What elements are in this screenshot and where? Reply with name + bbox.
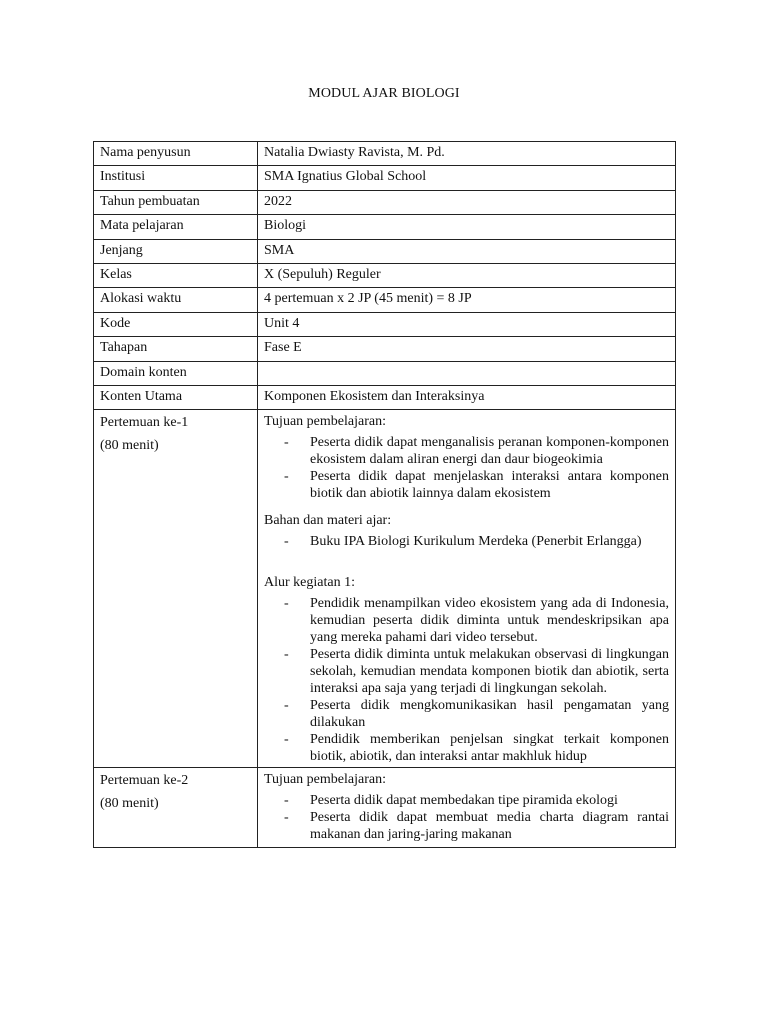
bahan-list bbox=[264, 533, 669, 550]
info-row bbox=[94, 312, 676, 336]
info-row bbox=[94, 239, 676, 263]
info-label: Jenjang bbox=[94, 239, 258, 263]
info-row bbox=[94, 142, 676, 166]
info-label: Kelas bbox=[94, 263, 258, 287]
meeting-1-label: Pertemuan ke-1 bbox=[100, 415, 189, 431]
tujuan-heading: Tujuan pembelajaran: bbox=[264, 414, 386, 430]
info-row bbox=[94, 337, 676, 361]
meeting-1-content bbox=[258, 410, 676, 768]
meeting-2-content bbox=[258, 768, 676, 848]
module-info-table bbox=[93, 141, 676, 848]
info-value: Natalia Dwiasty Ravista, M. Pd. bbox=[258, 142, 676, 166]
list-item: - Peserta didik dapat membuat media charta diagram rantai makanan dan jaring-jaring makanan bbox=[310, 809, 669, 843]
document-title: MODUL AJAR BIOLOGI bbox=[308, 86, 460, 101]
info-row bbox=[94, 190, 676, 214]
tujuan-heading: Tujuan pembelajaran: bbox=[264, 772, 386, 788]
list-item: - Pendidik menampilkan video ekosistem yang ada di Indonesia, kemudian peserta didik diminta untuk mendeskripsikan apa yang mereka pahami dari video tersebut. bbox=[310, 595, 669, 646]
alur-heading: Alur kegiatan 1: bbox=[264, 575, 355, 591]
alur-list bbox=[264, 595, 669, 765]
info-value: Unit 4 bbox=[258, 312, 676, 336]
info-value: 2022 bbox=[258, 190, 676, 214]
info-row bbox=[94, 263, 676, 287]
info-label: Alokasi waktu bbox=[94, 288, 258, 312]
meeting-2-row bbox=[94, 768, 676, 848]
meeting-2-label-cell bbox=[94, 768, 258, 848]
list-item: - Peserta didik mengkomunikasikan hasil pengamatan yang dilakukan bbox=[310, 697, 669, 731]
info-label: Domain konten bbox=[94, 361, 258, 385]
meeting-1-row bbox=[94, 410, 676, 768]
info-row bbox=[94, 385, 676, 409]
list-item: - Peserta didik dapat menganalisis peranan komponen-komponen ekosistem dalam aliran energi dan daur biogeokimia bbox=[310, 434, 669, 468]
tujuan-list bbox=[264, 434, 669, 502]
info-row bbox=[94, 288, 676, 312]
info-label: Institusi bbox=[94, 166, 258, 190]
info-label: Kode bbox=[94, 312, 258, 336]
info-value: Fase E bbox=[258, 337, 676, 361]
list-item: - Peserta didik dapat membedakan tipe piramida ekologi bbox=[310, 792, 669, 809]
info-value bbox=[258, 361, 676, 385]
bahan-heading: Bahan dan materi ajar: bbox=[264, 513, 392, 529]
info-value: 4 pertemuan x 2 JP (45 menit) = 8 JP bbox=[258, 288, 676, 312]
info-label: Mata pelajaran bbox=[94, 215, 258, 239]
info-value: Biologi bbox=[258, 215, 676, 239]
info-label: Tahapan bbox=[94, 337, 258, 361]
info-value: SMA bbox=[258, 239, 676, 263]
list-item: - Peserta didik diminta untuk melakukan observasi di lingkungan sekolah, kemudian mendata komponen biotik dan abiotik, serta interaksi apa saja yang terjadi di lingkungan sekolah. bbox=[310, 646, 669, 697]
meeting-1-duration: (80 menit) bbox=[100, 438, 159, 454]
list-item: - Peserta didik dapat menjelaskan interaksi antara komponen biotik dan abiotik lainnya dalam ekosistem bbox=[310, 468, 669, 502]
info-row bbox=[94, 361, 676, 385]
info-row bbox=[94, 215, 676, 239]
info-value: Komponen Ekosistem dan Interaksinya bbox=[258, 385, 676, 409]
info-value: SMA Ignatius Global School bbox=[258, 166, 676, 190]
tujuan-list bbox=[264, 792, 669, 843]
list-item: - Pendidik memberikan penjelsan singkat terkait komponen biotik, abiotik, dan interaksi antar makhluk hidup bbox=[310, 731, 669, 765]
info-label: Konten Utama bbox=[94, 385, 258, 409]
info-row bbox=[94, 166, 676, 190]
meeting-2-duration: (80 menit) bbox=[100, 796, 159, 812]
info-label: Nama penyusun bbox=[94, 142, 258, 166]
info-label: Tahun pembuatan bbox=[94, 190, 258, 214]
list-item: - Buku IPA Biologi Kurikulum Merdeka (Penerbit Erlangga) bbox=[310, 533, 669, 550]
info-value: X (Sepuluh) Reguler bbox=[258, 263, 676, 287]
meeting-1-label-cell bbox=[94, 410, 258, 768]
meeting-2-label: Pertemuan ke-2 bbox=[100, 773, 189, 789]
